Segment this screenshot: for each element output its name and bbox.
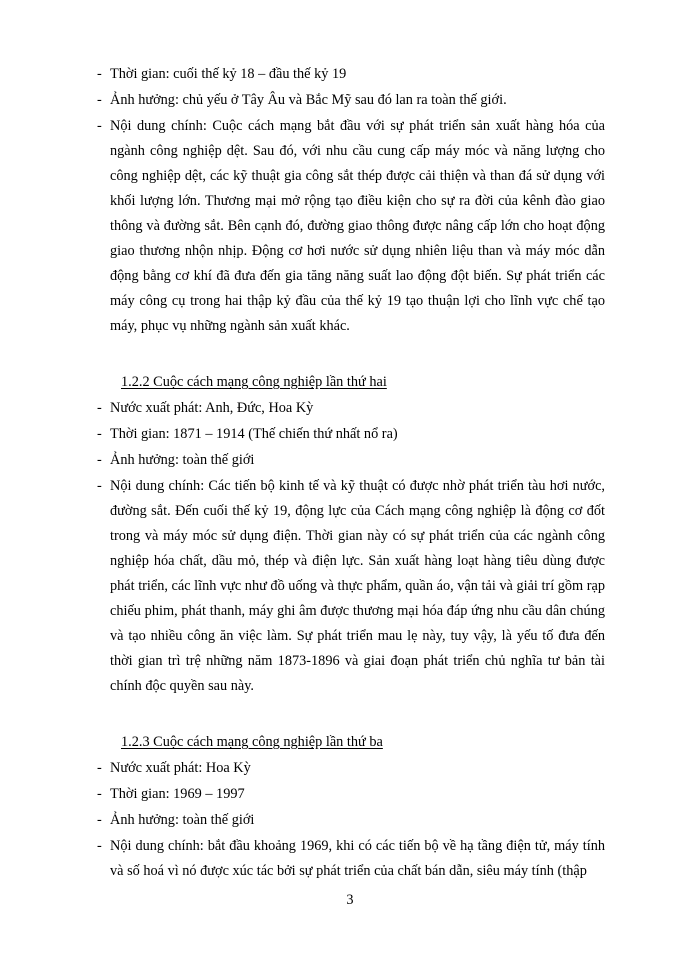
bullet-influence-2: [97, 448, 605, 473]
bullet-dash: -: [97, 452, 102, 468]
bullet-text: Thời gian: 1871 – 1914 (Thế chiến thứ nhất nổ ra): [110, 426, 398, 442]
bullet-time-1: [97, 62, 605, 87]
bullet-content-2: [97, 474, 605, 699]
bullet-text: Ảnh hưởng: toàn thế giới: [110, 812, 255, 828]
bullet-time-2: [97, 422, 605, 447]
bullet-text: Thời gian: cuối thế kỷ 18 – đầu thế kỷ 19: [110, 66, 347, 82]
bullet-text: Nước xuất phát: Hoa Kỳ: [110, 760, 251, 776]
bullet-text: Ảnh hưởng: chủ yếu ở Tây Âu và Bắc Mỹ sau đó lan ra toàn thế giới.: [110, 92, 507, 108]
bullet-dash: -: [97, 426, 102, 442]
bullet-dash: -: [97, 760, 102, 776]
bullet-text: Nội dung chính: Các tiến bộ kinh tế và kỹ thuật có được nhờ phát triển tàu hơi nước, đường sắt. Đến cuối thế kỷ 19, động lực của Cách mạng công nghiệp là động cơ đốt trong và máy móc sử dụng điện. Thời gian này có sự phát triển của các ngành công nghiệp hóa chất, dầu mỏ, thép và điện lực. Sản xuất hàng loạt hàng tiêu dùng được phát triển, các lĩnh vực như đồ uống và thực phẩm, quần áo, vận tải và giải trí gồm rạp chiếu phim, phát thanh, máy ghi âm được thương mại hóa đáp ứng nhu cầu dân chúng và tạo nhiều công ăn việc làm. Sự phát triển mau lẹ này, tuy vậy, là yếu tố đưa đến thời gian trì trệ những năm 1873-1896 và giai đoạn phát triển chủ nghĩa tư bản tài chính độc quyền sau này.: [110, 478, 605, 694]
bullet-dash: -: [97, 812, 102, 828]
bullet-dash: -: [97, 92, 102, 108]
bullet-dash: -: [97, 118, 102, 134]
bullet-content-3: [97, 834, 605, 884]
section-heading-1-2-2: 1.2.2 Cuộc cách mạng công nghiệp lần thứ hai: [121, 374, 387, 390]
bullet-influence-1: [97, 88, 605, 113]
bullet-text: Nội dung chính: bắt đầu khoảng 1969, khi có các tiến bộ về hạ tầng điện tử, máy tính và số hoá vì nó được xúc tác bởi sự phát triển của chất bán dẫn, siêu máy tính (thập: [110, 838, 605, 879]
bullet-country-2: [97, 396, 605, 421]
bullet-text: Nội dung chính: Cuộc cách mạng bắt đầu với sự phát triển sản xuất hàng hóa của ngành công nghiệp dệt. Sau đó, với nhu cầu cung cấp máy móc và năng lượng cho công nghiệp dệt, các kỹ thuật gia công sắt thép được cải thiện và than đá sử dụng với khối lượng lớn. Thương mại mở rộng tạo điều kiện cho sự ra đời của kênh đào giao thông và đường sắt. Bên cạnh đó, đường giao thông được nâng cấp lớn cho hoạt động giao thương nhộn nhịp. Động cơ hơi nước sử dụng nhiên liệu than và máy móc dẫn động bằng cơ khí đã đưa đến gia tăng năng suất lao động đột biến. Sự phát triển các máy công cụ trong hai thập kỷ đầu của thế kỷ 19 tạo thuận lợi cho lĩnh vực chế tạo máy, phục vụ những ngành sản xuất khác.: [110, 118, 605, 334]
bullet-text: Nước xuất phát: Anh, Đức, Hoa Kỳ: [110, 400, 314, 416]
bullet-dash: -: [97, 786, 102, 802]
bullet-text: Thời gian: 1969 – 1997: [110, 786, 245, 802]
bullet-dash: -: [97, 66, 102, 82]
bullet-content-1: [97, 114, 605, 339]
bullet-time-3: [97, 782, 605, 807]
bullet-dash: -: [97, 838, 102, 854]
section-heading-1-2-3: 1.2.3 Cuộc cách mạng công nghiệp lần thứ ba: [121, 734, 383, 750]
bullet-country-3: [97, 756, 605, 781]
bullet-text: Ảnh hưởng: toàn thế giới: [110, 452, 255, 468]
page-number: 3: [346, 892, 354, 908]
bullet-influence-3: [97, 808, 605, 833]
bullet-dash: -: [97, 478, 102, 494]
bullet-dash: -: [97, 400, 102, 416]
